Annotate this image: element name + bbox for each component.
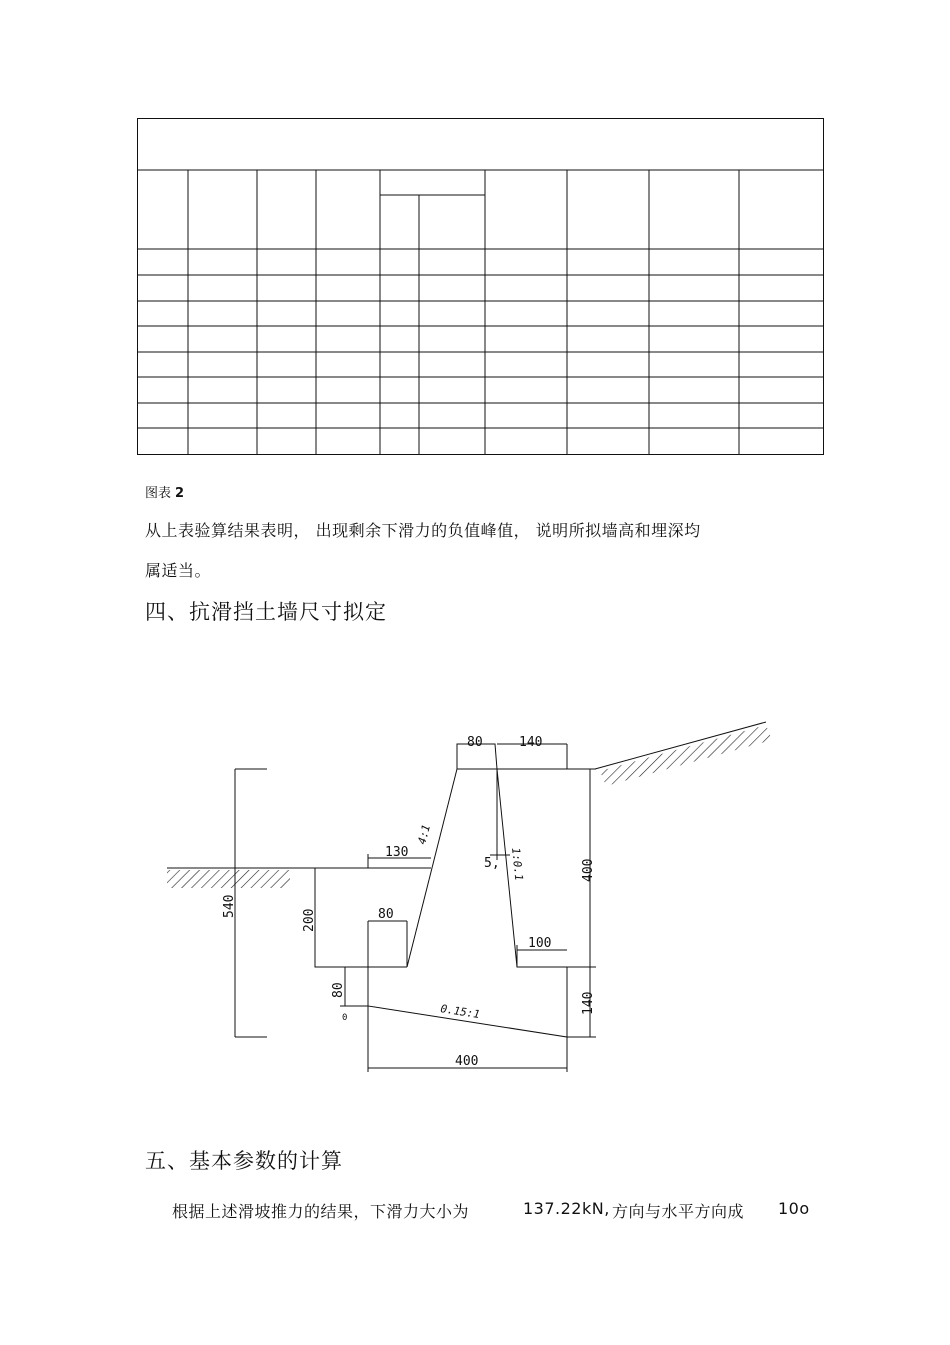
dim-slope-front: 4:1	[415, 823, 434, 846]
dim-5: 5,	[484, 856, 500, 871]
caption-number: 2	[175, 486, 185, 501]
dim-0: 0	[342, 1013, 348, 1023]
dim-200: 200	[302, 908, 317, 932]
paragraph-2	[0, 1199, 950, 1223]
dim-400-right: 400	[581, 858, 596, 882]
dim-540: 540	[222, 894, 237, 918]
paragraph-2-part-1: 根据上述滑坡推力的结果，下滑力大小为	[172, 1202, 470, 1221]
dim-base-slope: 0.15:1	[439, 1002, 481, 1022]
dim-400-bottom: 400	[455, 1054, 479, 1069]
dim-100: 100	[528, 936, 552, 951]
dim-140-right: 140	[581, 991, 596, 1015]
paragraph-2-angle: 10o	[778, 1199, 810, 1218]
paragraph-1-line-2: 属适当。	[145, 561, 212, 580]
dim-130: 130	[385, 845, 409, 860]
paragraph-1-line-1: 从上表验算结果表明， 出现剩余下滑力的负值峰值， 说明所拟墙高和埋深均	[145, 521, 701, 540]
wall-outline	[315, 744, 567, 1037]
section-4-heading: 四、抗滑挡土墙尺寸拟定	[145, 600, 387, 624]
dim-80-mid: 80	[378, 907, 394, 922]
paragraph-2-part-2: 方向与水平方向成	[612, 1202, 745, 1221]
dim-slope-back: 1:0.1	[509, 846, 526, 882]
section-5-heading: 五、基本参数的计算	[145, 1149, 343, 1173]
dim-top-right: 140	[519, 735, 543, 750]
caption-label: 图表	[145, 486, 172, 501]
dim-top-left: 80	[467, 735, 483, 750]
dim-80-toe: 80	[331, 982, 346, 998]
paragraph-2-force: 137.22kN,	[523, 1199, 610, 1218]
